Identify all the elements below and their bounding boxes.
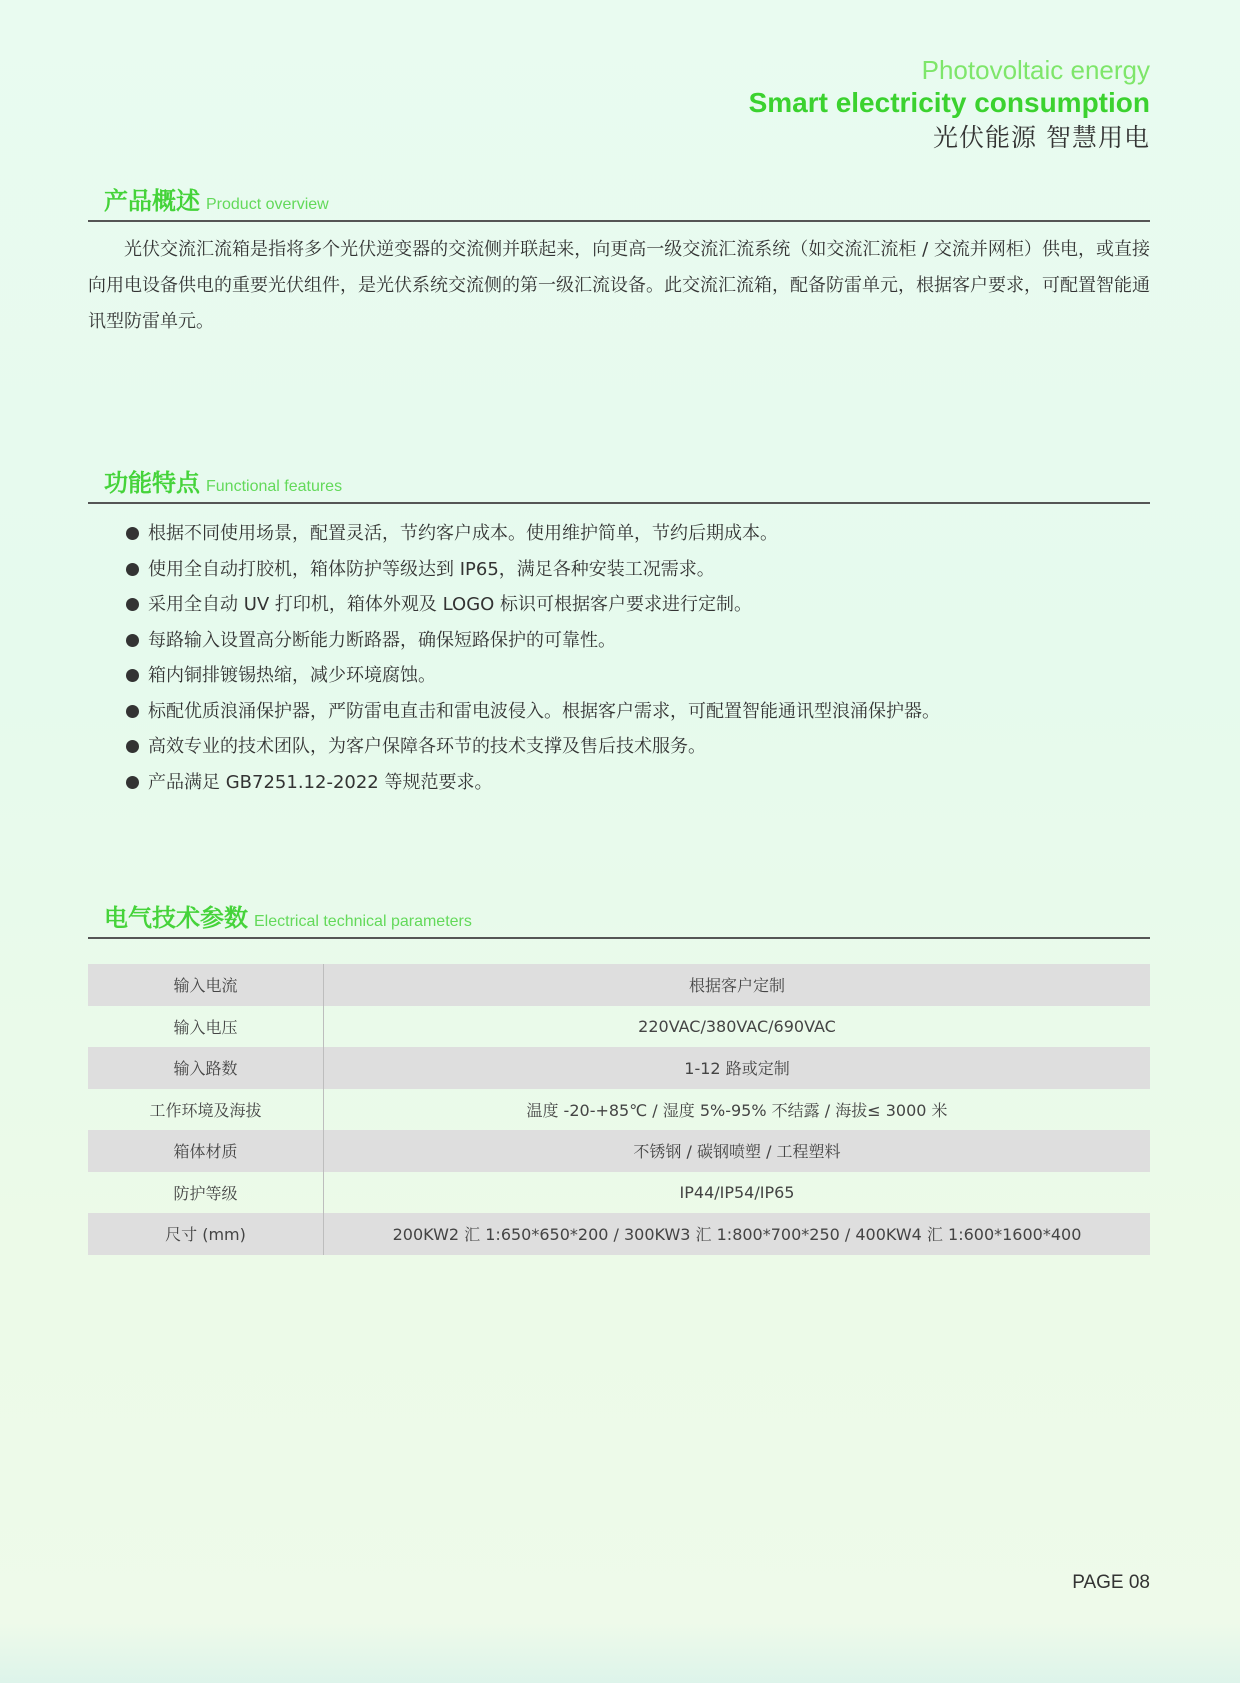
feature-item: 每路输入设置高分断能力断路器，确保短路保护的可靠性。 xyxy=(126,623,940,659)
table-row xyxy=(88,1047,1150,1089)
table-row xyxy=(88,1089,1150,1131)
table-row xyxy=(88,1213,1150,1255)
param-name: 箱体材质 xyxy=(88,1130,324,1172)
page-header xyxy=(749,54,1150,156)
param-value: 1-12 路或定制 xyxy=(324,1047,1151,1089)
overview-text: 光伏交流汇流箱是指将多个光伏逆变器的交流侧并联起来，向更高一级交流汇流系统（如交流汇流柜 / 交流并网柜）供电，或直接向用电设备供电的重要光伏组件，是光伏系统交流侧的第一级汇流设备。此交流汇流箱，配备防雷单元，根据客户要求，可配置智能通讯型防雷单元。 xyxy=(88,239,1150,332)
page-number: PAGE 08 xyxy=(1072,1572,1150,1593)
features-section-title xyxy=(88,462,1150,504)
table-row xyxy=(88,964,1150,1006)
table-row xyxy=(88,1006,1150,1048)
bullet-icon xyxy=(126,669,139,682)
param-name: 输入电流 xyxy=(88,964,324,1006)
features-title-cn: 功能特点 xyxy=(104,469,200,497)
param-name: 防护等级 xyxy=(88,1172,324,1214)
bullet-icon xyxy=(126,740,139,753)
overview-title-en: Product overview xyxy=(206,196,329,213)
header-chinese-line: 光伏能源 智慧用电 xyxy=(933,123,1150,152)
param-value: 220VAC/380VAC/690VAC xyxy=(638,1016,836,1036)
bullet-icon xyxy=(126,598,139,611)
header-english-line2: Smart electricity consumption xyxy=(748,87,1150,118)
header-english-line1: Photovoltaic energy xyxy=(921,55,1150,85)
feature-item: 高效专业的技术团队，为客户保障各环节的技术支撑及售后技术服务。 xyxy=(126,729,940,765)
param-value: 200KW2 汇 1:650*650*200 / 300KW3 汇 1:800*700*250 / 400KW4 汇 1:600*1600*400 xyxy=(324,1213,1151,1255)
param-name: 输入路数 xyxy=(88,1047,324,1089)
feature-item: 标配优质浪涌保护器，严防雷电直击和雷电波侵入。根据客户需求，可配置智能通讯型浪涌保护器。 xyxy=(126,694,940,730)
table-row xyxy=(88,1130,1150,1172)
bullet-icon xyxy=(126,776,139,789)
feature-item: 箱内铜排镀锡热缩，减少环境腐蚀。 xyxy=(126,658,940,694)
parameters-title-cn: 电气技术参数 xyxy=(104,904,248,932)
parameters-table xyxy=(88,964,1150,1255)
features-title-en: Functional features xyxy=(206,478,343,495)
bullet-icon xyxy=(126,527,139,540)
bullet-icon xyxy=(126,634,139,647)
bullet-icon xyxy=(126,563,139,576)
table-row xyxy=(88,1172,1150,1214)
param-name: 工作环境及海拔 xyxy=(88,1089,324,1131)
feature-item: 产品满足 GB7251.12-2022 等规范要求。 xyxy=(126,765,940,801)
bottom-decoration xyxy=(0,1623,1240,1683)
param-value: 根据客户定制 xyxy=(324,964,1151,1006)
features-list xyxy=(126,516,940,800)
bullet-icon xyxy=(126,705,139,718)
param-name: 尺寸 (mm) xyxy=(88,1213,324,1255)
overview-section-title xyxy=(88,180,1150,222)
parameters-title-en: Electrical technical parameters xyxy=(254,913,472,930)
feature-item: 根据不同使用场景，配置灵活，节约客户成本。使用维护简单，节约后期成本。 xyxy=(126,516,940,552)
param-value: IP44/IP54/IP65 xyxy=(679,1182,795,1202)
parameters-section-title xyxy=(88,897,1150,939)
param-name: 输入电压 xyxy=(88,1006,324,1048)
param-value: 温度 -20-+85℃ / 湿度 5%-95% 不结露 / 海拔≤ 3000 米 xyxy=(526,1100,948,1120)
overview-title-cn: 产品概述 xyxy=(104,187,200,215)
feature-item: 采用全自动 UV 打印机，箱体外观及 LOGO 标识可根据客户要求进行定制。 xyxy=(126,587,940,623)
overview-paragraph xyxy=(88,232,1150,340)
feature-item: 使用全自动打胶机，箱体防护等级达到 IP65，满足各种安装工况需求。 xyxy=(126,552,940,588)
param-value: 不锈钢 / 碳钢喷塑 / 工程塑料 xyxy=(324,1130,1151,1172)
